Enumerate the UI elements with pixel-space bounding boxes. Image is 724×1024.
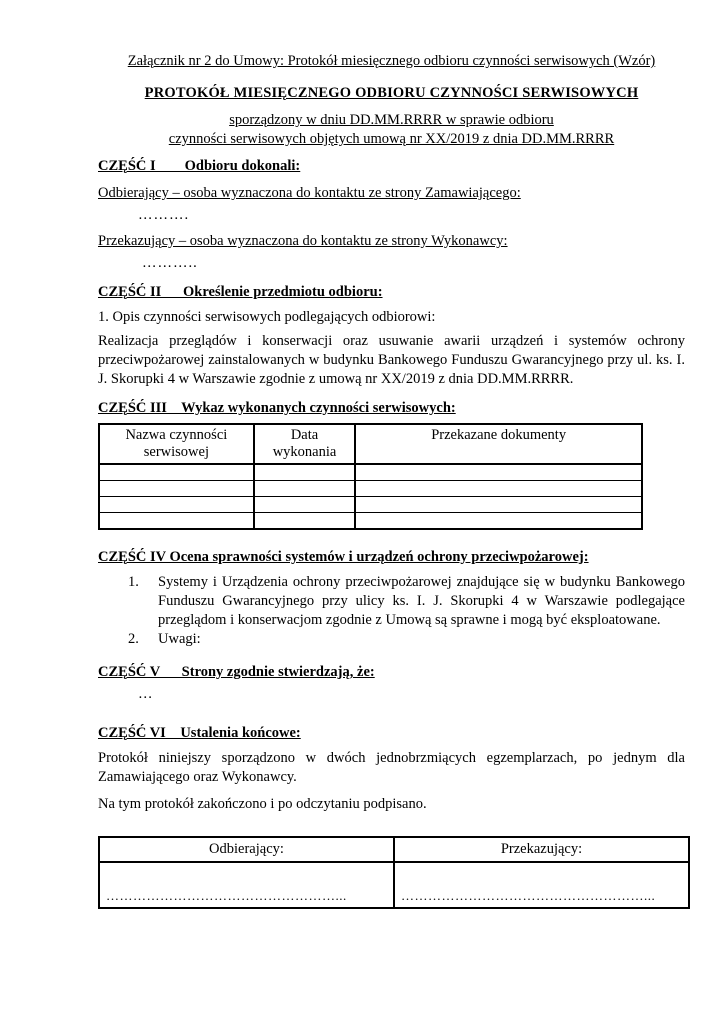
table-cell-empty[interactable] [355, 464, 642, 481]
signature-header-row [99, 837, 689, 862]
closing-statement: Na tym protokół zakończono i po odczytaniu podpisano. [98, 796, 427, 812]
section-heading-part-6: CZĘŚĆ VI Ustalenia końcowe: [98, 725, 301, 741]
receiver-fill-in-field[interactable]: ………. [138, 207, 190, 223]
service-table-row [99, 481, 642, 497]
section-heading-part-1: CZĘŚĆ I Odbioru dokonali: [98, 158, 301, 174]
assessment-list-item-1 [98, 573, 685, 630]
service-description-label: 1. Opis czynności serwisowych podlegających odbiorowi: [98, 309, 436, 325]
table-cell-empty[interactable] [99, 497, 254, 513]
attachment-line: Załącznik nr 2 do Umowy: Protokół miesięcznego odbioru czynności serwisowych (Wzór) [127, 53, 656, 69]
section-heading-part-3: CZĘŚĆ III Wykaz wykonanych czynności serwisowych: [98, 400, 456, 416]
service-table-header-row [99, 424, 642, 464]
list-number: 2. [128, 631, 139, 647]
service-table-row [99, 513, 642, 530]
statements-fill-in-field[interactable]: … [138, 686, 154, 702]
table-cell-empty[interactable] [99, 481, 254, 497]
service-table-row [99, 497, 642, 513]
section-heading-part-4: CZĘŚĆ IV Ocena sprawności systemów i urządzeń ochrony przeciwpożarowej: [98, 549, 589, 565]
service-description-paragraph: Realizacja przeglądów i konserwacji oraz usuwanie awarii urządzeń i systemów ochrony przeciwpożarowej zainstalowanych w budynku Bankowego Funduszu Gwarancyjnego przy ul. ks. I. J. Skorupki 4 w Warszawie zgodnie z umową nr XX/2019 z dnia DD.MM.RRRR. [98, 333, 685, 387]
receiver-signature-field[interactable]: ……………………………………………... [99, 862, 394, 908]
list-number: 1. [128, 574, 139, 590]
column-header-execution-date: Data wykonania [254, 424, 356, 464]
table-cell-empty[interactable] [355, 497, 642, 513]
transferor-signature-field[interactable]: ………………………………………………... [394, 862, 689, 908]
table-cell-empty[interactable] [254, 481, 356, 497]
receiver-label: Odbierający – osoba wyznaczona do kontaktu ze strony Zamawiającego: [98, 185, 521, 201]
table-cell-empty[interactable] [254, 497, 356, 513]
column-header-activity-name: Nazwa czynności serwisowej [99, 424, 254, 464]
assessment-statement: Systemy i Urządzenia ochrony przeciwpożarowej znajdujące się w budynku Bankowego Funduszu Gwarancyjnego przy ulicy ks. I. J. Skorupki 4 w Warszawie podlegające przeglądom i konserwacjom zgodnie z Umową są sprawne i mogą być eksploatowane. [158, 574, 685, 628]
service-activities-table [98, 423, 643, 530]
transferor-fill-in-field[interactable]: ……….. [142, 255, 198, 271]
column-header-documents: Przekazane dokumenty [355, 424, 642, 464]
table-cell-empty[interactable] [254, 513, 356, 530]
signature-table [98, 836, 690, 909]
signature-row [99, 862, 689, 908]
final-provisions-paragraph: Protokół niniejszy sporządzono w dwóch jednobrzmiących egzemplarzach, po jednym dla Zamawiającego oraz Wykonawcy. [98, 750, 685, 785]
table-cell-empty[interactable] [355, 513, 642, 530]
subtitle-line-1: sporządzony w dniu DD.MM.RRRR w sprawie odbioru [229, 112, 554, 128]
table-cell-empty[interactable] [355, 481, 642, 497]
transferor-label: Przekazujący – osoba wyznaczona do kontaktu ze strony Wykonawcy: [98, 233, 508, 249]
transferor-signature-header: Przekazujący: [394, 837, 689, 862]
service-table-row [99, 464, 642, 481]
section-heading-part-5: CZĘŚĆ V Strony zgodnie stwierdzają, że: [98, 664, 375, 680]
document-title: PROTOKÓŁ MIESIĘCZNEGO ODBIORU CZYNNOŚCI SERWISOWYCH [144, 85, 639, 101]
section-heading-part-2: CZĘŚĆ II Określenie przedmiotu odbioru: [98, 284, 383, 300]
table-cell-empty[interactable] [254, 464, 356, 481]
table-cell-empty[interactable] [99, 513, 254, 530]
assessment-list-item-2 [98, 630, 685, 649]
subtitle-line-2: czynności serwisowych objętych umową nr XX/2019 z dnia DD.MM.RRRR [168, 131, 615, 147]
remarks-label: Uwagi: [158, 631, 201, 647]
table-cell-empty[interactable] [99, 464, 254, 481]
receiver-signature-header: Odbierający: [99, 837, 394, 862]
